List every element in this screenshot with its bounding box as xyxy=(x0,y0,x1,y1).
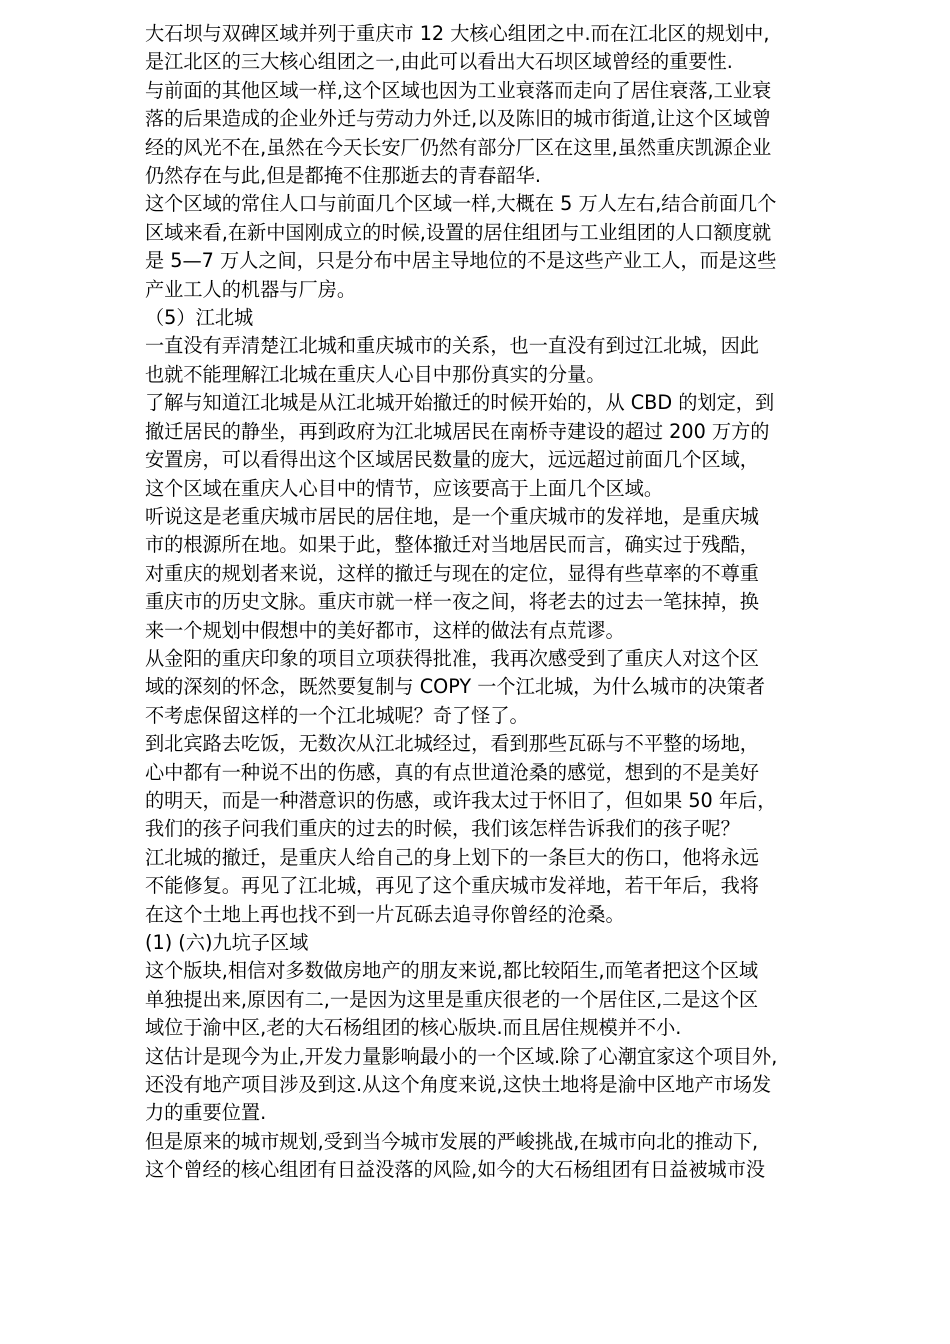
text-line: 是江北区的三大核心组团之一,由此可以看出大石坝区域曾经的重要性. xyxy=(145,50,733,74)
paragraph xyxy=(145,20,880,77)
paragraph xyxy=(145,645,880,730)
paragraph xyxy=(145,389,880,503)
text-line: 我们的孩子问我们重庆的过去的时候，我们该怎样告诉我们的孩子呢？ xyxy=(145,817,740,841)
text-line: 这个区域的常住人口与前面几个区域一样,大概在 5 万人左右,结合前面几个 xyxy=(145,192,777,216)
text-line: 对重庆的规划者来说，这样的撤迁与现在的定位，显得有些草率的不尊重 xyxy=(145,561,759,585)
text-line: 域的深刻的怀念，既然要复制与 COPY 一个江北城，为什么城市的决策者 xyxy=(145,675,766,699)
text-line: 在这个土地上再也找不到一片瓦砾去追寻你曾经的沧桑。 xyxy=(145,902,625,926)
text-line: 这个曾经的核心组团有日益没落的风险,如今的大石杨组团有日益被城市没 xyxy=(145,1158,766,1182)
text-line: 来一个规划中假想中的美好都市，这样的做法有点荒谬。 xyxy=(145,618,625,642)
text-line: 单独提出来,原因有二,一是因为这里是重庆很老的一个居住区,二是这个区 xyxy=(145,987,759,1011)
text-line: 经的风光不在,虽然在今天长安厂仍然有部分厂区在这里,虽然重庆凯源企业 xyxy=(145,135,772,159)
paragraph xyxy=(145,503,880,645)
paragraph xyxy=(145,929,880,957)
text-line: 力的重要位置. xyxy=(145,1101,267,1125)
paragraph xyxy=(145,77,880,191)
text-line: 还没有地产项目涉及到这.从这个角度来说,这快土地将是渝中区地产市场发 xyxy=(145,1073,772,1097)
text-line: 从金阳的重庆印象的项目立项获得批准，我再次感受到了重庆人对这个区 xyxy=(145,646,759,670)
text-line: 这估计是现今为止,开发力量影响最小的一个区域.除了心潮宜家这个项目外, xyxy=(145,1044,778,1068)
text-line: 大石坝与双碑区域并列于重庆市 12 大核心组团之中.而在江北区的规划中, xyxy=(145,22,770,45)
paragraph xyxy=(145,332,880,389)
text-line: 的明天，而是一种潜意识的伤感，或许我太过于怀旧了，但如果 50 年后， xyxy=(145,788,777,812)
text-line: 听说这是老重庆城市居民的居住地，是一个重庆城市的发祥地，是重庆城 xyxy=(145,504,759,528)
text-line: 不能修复。再见了江北城，再见了这个重庆城市发祥地，若干年后，我将 xyxy=(145,874,759,898)
text-line: 但是原来的城市规划,受到当今城市发展的严峻挑战,在城市向北的推动下, xyxy=(145,1129,759,1153)
text-line: 心中都有一种说不出的伤感，真的有点世道沧桑的感觉，想到的不是美好 xyxy=(145,760,759,784)
paragraph xyxy=(145,190,880,304)
text-line: 仍然存在与此,但是都掩不住那逝去的青春韶华. xyxy=(145,164,541,188)
text-line: 江北城的撤迁，是重庆人给自己的身上划下的一条巨大的伤口，他将永远 xyxy=(145,845,759,869)
text-line: 域位于渝中区,老的大石杨组团的核心版块.而且居住规模并不小. xyxy=(145,1016,682,1040)
text-line: 产业工人的机器与厂房。 xyxy=(145,277,357,301)
text-line: 安置房，可以看得出这个区域居民数量的庞大，远远超过前面几个区域， xyxy=(145,448,759,472)
text-line: 一直没有弄清楚江北城和重庆城市的关系，也一直没有到过江北城，因此 xyxy=(145,334,759,358)
text-line: 了解与知道江北城是从江北城开始撤迁的时候开始的，从 CBD 的划定，到 xyxy=(145,391,775,415)
text-line: 也就不能理解江北城在重庆人心目中那份真实的分量。 xyxy=(145,362,606,386)
paragraph xyxy=(145,844,880,929)
text-line: 区域来看,在新中国刚成立的时候,设置的居住组团与工业组团的人口额度就 xyxy=(145,220,772,244)
text-line: 与前面的其他区域一样,这个区域也因为工业衰落而走向了居住衰落,工业衰 xyxy=(145,78,772,102)
text-line: 这个区域在重庆人心目中的情节，应该要高于上面几个区域。 xyxy=(145,476,664,500)
text-line: 这个版块,相信对多数做房地产的朋友来说,都比较陌生,而笔者把这个区域 xyxy=(145,959,759,983)
text-line: 重庆市的历史文脉。重庆市就一样一夜之间，将老去的过去一笔抹掉，换 xyxy=(145,590,759,614)
paragraph xyxy=(145,1043,880,1128)
text-line: 不考虑保留这样的一个江北城呢？奇了怪了。 xyxy=(145,703,529,727)
paragraph xyxy=(145,730,880,844)
text-line: （5）江北城 xyxy=(145,306,254,330)
paragraph xyxy=(145,1128,880,1185)
text-line: 落的后果造成的企业外迁与劳动力外迁,以及陈旧的城市街道,让这个区域曾 xyxy=(145,107,772,131)
text-line: (1) (六)九坑子区域 xyxy=(145,931,309,954)
paragraph xyxy=(145,304,880,332)
text-line: 撤迁居民的静坐，再到政府为江北城居民在南桥寺建设的超过 200 万方的 xyxy=(145,419,770,443)
paragraph xyxy=(145,957,880,1042)
text-line: 是 5—7 万人之间，只是分布中居主导地位的不是这些产业工人，而是这些 xyxy=(145,249,777,273)
text-line: 到北宾路去吃饭，无数次从江北城经过，看到那些瓦砾与不平整的场地， xyxy=(145,732,759,756)
document-body xyxy=(145,20,880,1185)
text-line: 市的根源所在地。如果于此，整体撤迁对当地居民而言，确实过于残酷， xyxy=(145,533,759,557)
